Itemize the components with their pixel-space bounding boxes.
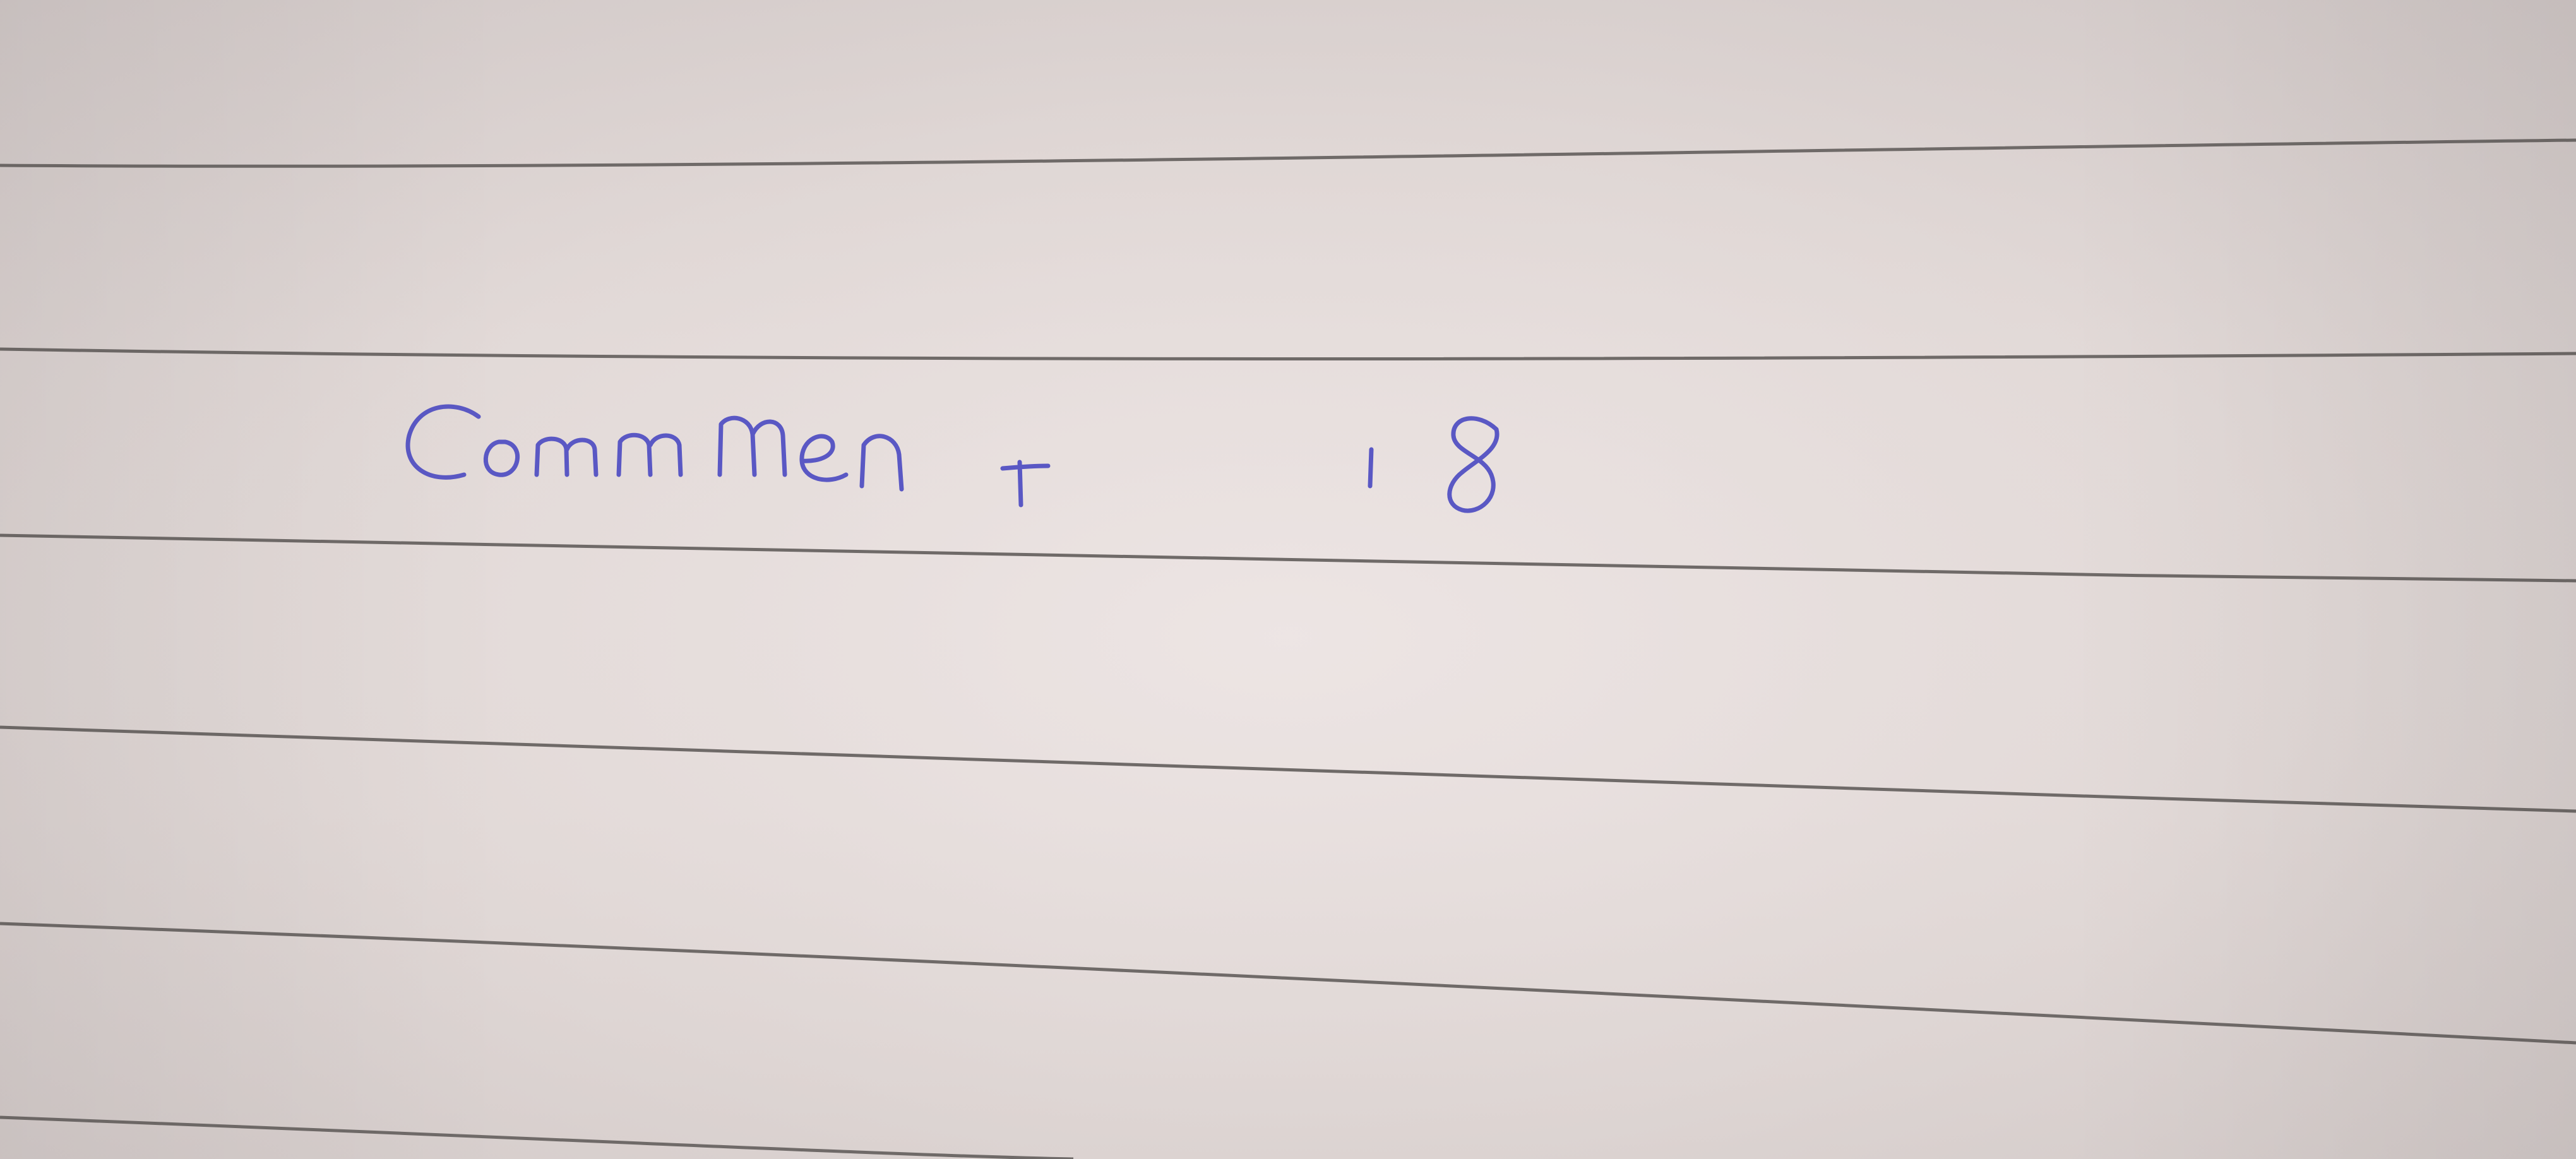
rule-line [0,924,2576,1043]
rule-line [0,535,2576,581]
rule-line [0,727,2576,811]
handwritten-comment-label [408,407,1048,505]
handwritten-number [1370,419,1497,511]
rule-line [0,140,2576,166]
rule-line [0,1117,1073,1159]
rule-line [0,349,2576,359]
